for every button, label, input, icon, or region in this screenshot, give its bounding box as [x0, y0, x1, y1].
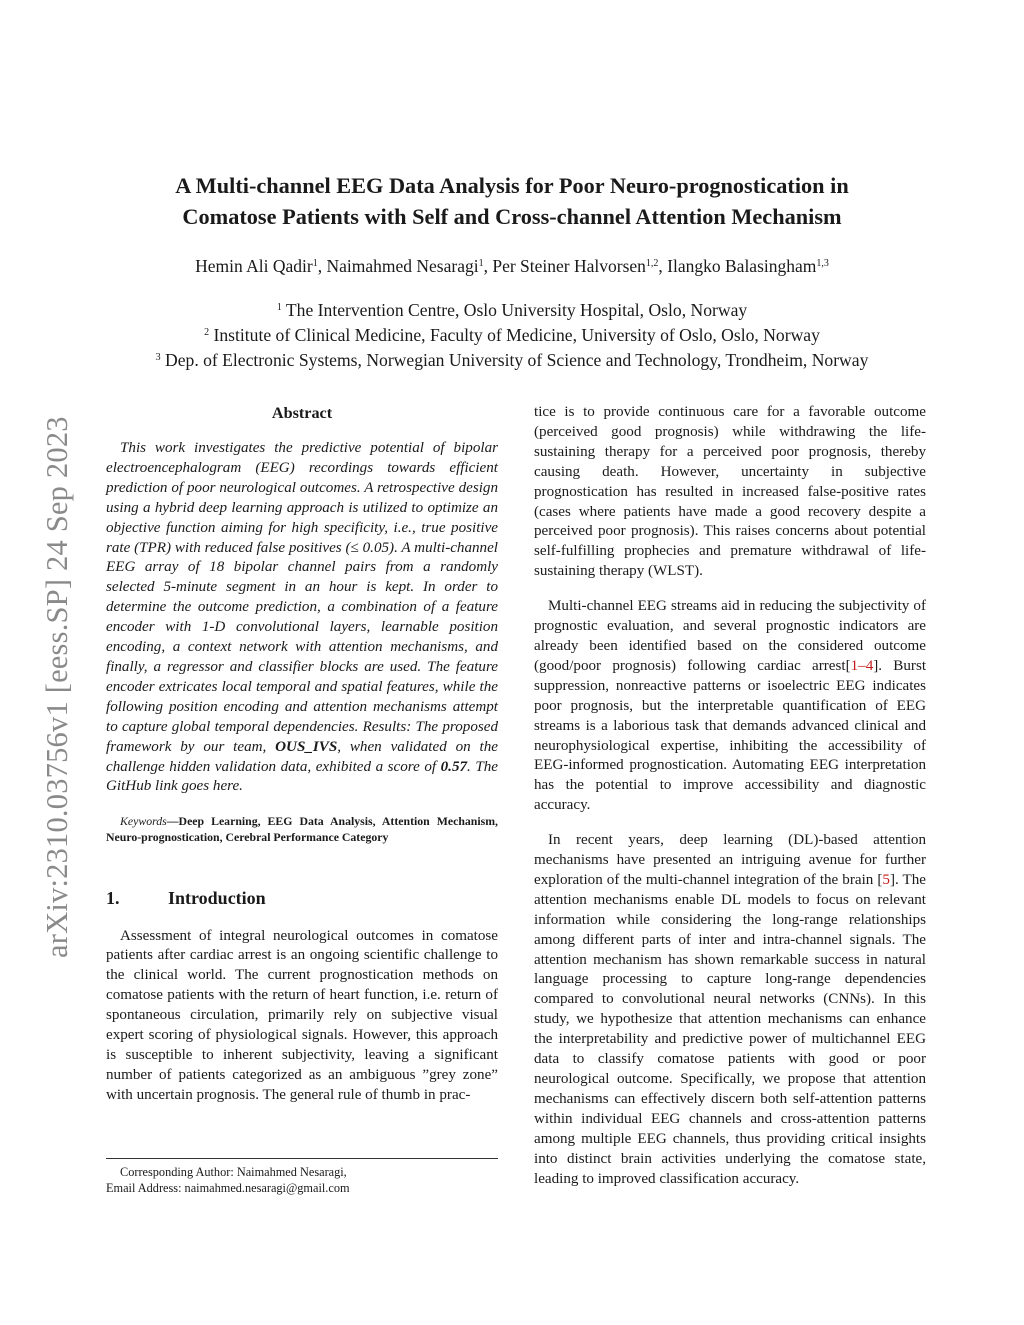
body-paragraph: Assessment of integral neurological outcomes in comatose patients after cardiac arrest is an ongoing scientific challenge to the clinical world. The current prognostication methods on comatose patients with the return of heart function, i.e. return of spontaneous circulation, primarily rely on subjective visual expert scoring of physiological signals. However, this approach is susceptible to inherent subjectivity, leaving a significant number of patients categorized as an ambiguous ”grey zone” with uncertain prognosis. The general rule of thumb in prac-	[106, 927, 498, 1103]
paragraph-text: ]. The attention mechanisms enable DL models to focus on relevant information while considering the long-range relationships among different parts of inter and intra-channel signals. The attention mechanism has shown remarkable success in natural language processing to capture long-range dependencies compared to convolutional neural networks (CNNs). In this study, we hypothesize that attention mechanisms can enhance the interpretability and predictive power of multichannel EEG data to classify comatose patients with good or poor neurological outcome. Specifically, we propose that attention mechanisms can effectively discern both self-attention patterns within individual EEG channels and cross-attention patterns among multiple EEG channels, thus providing critical insights into distinct brain activities underlying the comatose state, leading to improved classification accuracy.	[534, 871, 926, 1187]
author-name: Ilangko Balasingham	[667, 256, 817, 276]
author-name: Hemin Ali Qadir	[195, 256, 313, 276]
affiliation-text: The Intervention Centre, Oslo University Hospital, Oslo, Norway	[281, 300, 748, 320]
section-title: Introduction	[168, 887, 266, 908]
paper-title	[100, 170, 924, 232]
right-column	[534, 403, 926, 1204]
author-affiliation-mark: 1	[312, 258, 318, 269]
corresponding-author: Corresponding Author: Naimahmed Nesaragi,	[120, 1165, 347, 1179]
body-paragraph: tice is to provide continuous care for a favorable outcome (perceived good prognosis) while withdrawing the life-sustaining therapy for a perceived poor prognosis, thereby causing death. However, uncertainty in subjective prognostication has resulted in increased false-positive rates (cases where patients have made a good recovery despite a perceived poor prognosis). This raises concerns about potential self-fulfilling prophecies and premature withdrawal of life-sustaining therapy (WLST).	[534, 404, 926, 580]
score-value: 0.57	[440, 758, 468, 775]
affiliation-text: Dep. of Electronic Systems, Norwegian University of Science and Technology, Trondheim, Norway	[160, 350, 869, 370]
abstract-part: . The GitHub link goes here.	[106, 758, 498, 795]
affiliation-mark: 1	[276, 302, 282, 313]
section-number: 1.	[106, 887, 120, 908]
paragraph-text: Multi-channel EEG streams aid in reducing the subjectivity of prognostic evaluation, and several prognostic indicators are already been identified based on the considered outcome (good/poor prognosis) following cardiac arrest[	[534, 598, 926, 674]
keywords-values: Deep Learning, EEG Data Analysis, Attention Mechanism, Neuro-prognostication, Cerebral Performance Category	[106, 814, 498, 844]
affiliation-mark: 2	[204, 327, 210, 338]
email-address: Email Address: naimahmed.nesaragi@gmail.com	[106, 1181, 350, 1195]
abstract-heading: Abstract	[271, 404, 333, 422]
author-separator: ,	[317, 256, 327, 276]
abstract-part: , when validated on the challenge hidden validation data, exhibited a score of	[106, 738, 498, 775]
author-name: Per Steiner Halvorsen	[492, 256, 646, 276]
author-separator: ,	[658, 256, 668, 276]
author-separator: ,	[483, 256, 493, 276]
keywords-dash: —	[166, 814, 179, 829]
left-column	[106, 403, 498, 1121]
author-name: Naimahmed Nesaragi	[326, 256, 479, 276]
arxiv-identifier-stamp: arXiv:2310.03756v1 [eess.SP] 24 Sep 2023	[40, 416, 74, 958]
keywords-label: Keywords	[120, 814, 167, 829]
affiliation-item	[80, 298, 944, 323]
abstract-text	[106, 439, 498, 797]
keywords	[106, 814, 498, 845]
citation-range-dash: –	[858, 657, 866, 674]
body-paragraph	[534, 831, 926, 1189]
citation-link[interactable]: 1	[850, 657, 859, 674]
author-affiliation-mark: 1,2	[645, 258, 659, 269]
author-affiliation-mark: 1	[478, 258, 484, 269]
citation-link[interactable]: 5	[882, 871, 890, 888]
affiliation-text: Institute of Clinical Medicine, Faculty of Medicine, University of Oslo, Oslo, Norway	[209, 325, 820, 345]
body-paragraph	[534, 597, 926, 816]
footnote-rule	[106, 1158, 498, 1159]
title-line-2: Comatose Patients with Self and Cross-channel Attention Mechanism	[182, 204, 842, 229]
affiliation-list	[80, 298, 944, 373]
footnote	[106, 1158, 498, 1196]
affiliation-mark: 3	[155, 352, 161, 363]
title-line-1: A Multi-channel EEG Data Analysis for Poor Neuro-prognostication in	[175, 173, 849, 198]
affiliation-item	[80, 348, 944, 373]
citation-link[interactable]: 4	[865, 657, 874, 674]
author-list	[100, 254, 924, 278]
section-heading-introduction	[106, 887, 498, 909]
team-name: OUS_IVS	[275, 738, 338, 755]
affiliation-item	[80, 323, 944, 348]
paragraph-text: ]. Burst suppression, nonreactive patterns or isoelectric EEG indicates poor prognosis, but the interpretable quantification of EEG streams is a laborious task that demands advanced clinical and neurophysiological expertise, inhibiting the accessibility of EEG-informed prognostication. Automating EEG interpretation has the potential to improve accessibility and diagnostic accuracy.	[534, 657, 927, 814]
author-affiliation-mark: 1,3	[816, 258, 829, 269]
abstract-part: This work investigates the predictive potential of bipolar electroencephalogram (EEG) recordings towards efficient prediction of poor neurological outcomes. A retrospective design using a hybrid deep learning approach is utilized to optimize an objective function aiming for high specificity, i.e., true positive rate (TPR) with reduced false positives (≤ 0.05). A multi-channel EEG array of 18 bipolar channel pairs from a randomly selected 5-minute segment in an hour is kept. In order to determine the outcome prediction, a combination of a feature encoder with 1-D convolutional layers, learnable position encoding, a context network with attention mechanisms, and finally, a regressor and classifier blocks are used. The feature encoder extricates local temporal and spatial features, while the following position encoding and attention mechanisms attempt to capture global temporal dependencies. Results: The proposed framework by our team,	[106, 440, 498, 755]
paragraph-text: In recent years, deep learning (DL)-based attention mechanisms have presented an intriguing avenue for further exploration of the multi-channel integration of the brain [	[534, 832, 926, 888]
